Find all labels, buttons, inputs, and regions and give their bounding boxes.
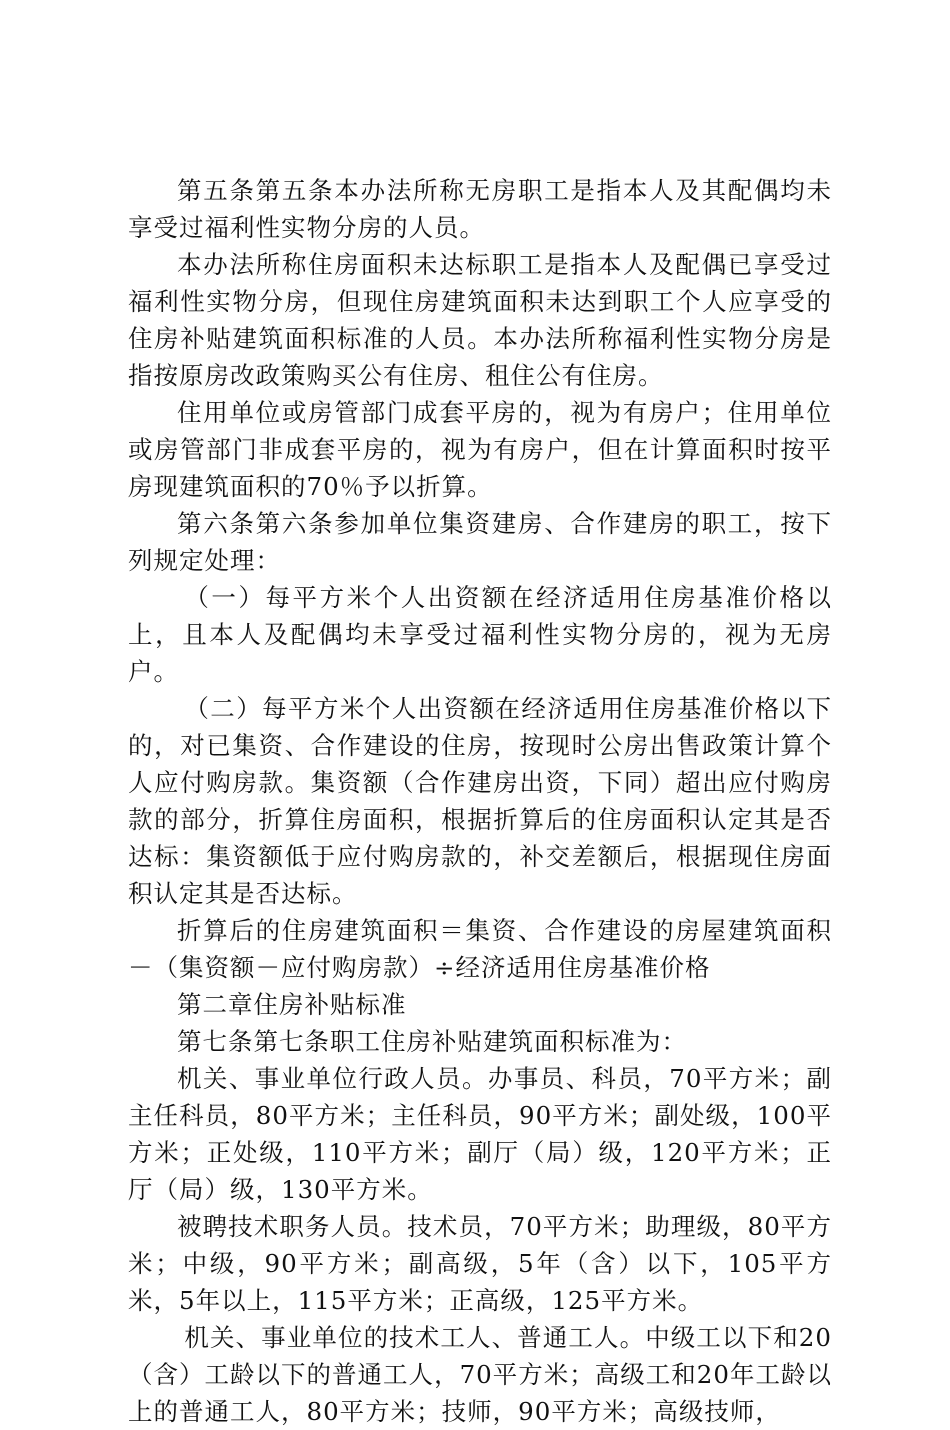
paragraph-article-5: 第五条第五条本办法所称无房职工是指本人及其配偶均未享受过福利性实物分房的人员。 xyxy=(128,176,832,242)
paragraph-technical-staff: 被聘技术职务人员。技术员，70平方米；助理级，80平方米；中级，90平方米；副高级，5年（含）以下，105平方米，5年以上，115平方米；正高级，125平方米。 xyxy=(128,1212,832,1315)
paragraph-item-2: （二）每平方米个人出资额在经济适用住房基准价格以下的，对已集资、合作建设的住房，按现时公房出售政策计算个人应付购房款。集资额（合作建房出资，下同）超出应付购房款的部分，折算住房面积，根据折算后的住房面积认定其是否达标：集资额低于应付购房款的，补交差额后，根据现住房面积认定其是否达标。 xyxy=(128,694,832,908)
document-body xyxy=(128,172,832,1430)
paragraph-article-7: 第七条第七条职工住房补贴建筑面积标准为： xyxy=(177,1027,687,1056)
paragraph-bungalow: 住用单位或房管部门成套平房的，视为有房户；住用单位或房管部门非成套平房的，视为有房户，但在计算面积时按平房现建筑面积的70％予以折算。 xyxy=(128,398,832,501)
paragraph-article-6: 第六条第六条参加单位集资建房、合作建房的职工，按下列规定处理： xyxy=(128,509,832,575)
paragraph-area-definition: 本办法所称住房面积未达标职工是指本人及配偶已享受过福利性实物分房，但现住房建筑面积未达到职工个人应享受的住房补贴建筑面积标准的人员。本办法所称福利性实物分房是指按原房改政策购买公有住房、租住公有住房。 xyxy=(128,250,832,390)
paragraph-workers: 机关、事业单位的技术工人、普通工人。中级工以下和20（含）工龄以下的普通工人，70平方米；高级工和20年工龄以上的普通工人，80平方米；技师，90平方米；高级技师， xyxy=(128,1323,832,1426)
chapter-heading: 第二章住房补贴标准 xyxy=(177,990,407,1019)
paragraph-admin-staff: 机关、事业单位行政人员。办事员、科员，70平方米；副主任科员，80平方米；主任科员，90平方米；副处级，100平方米；正处级，110平方米；副厅（局）级，120平方米；正厅（局）级，130平方米。 xyxy=(128,1064,832,1204)
paragraph-formula: 折算后的住房建筑面积＝集资、合作建设的房屋建筑面积－（集资额－应付购房款）÷经济适用住房基准价格 xyxy=(128,916,832,982)
paragraph-item-1: （一）每平方米个人出资额在经济适用住房基准价格以上，且本人及配偶均未享受过福利性实物分房的，视为无房户。 xyxy=(128,583,832,686)
